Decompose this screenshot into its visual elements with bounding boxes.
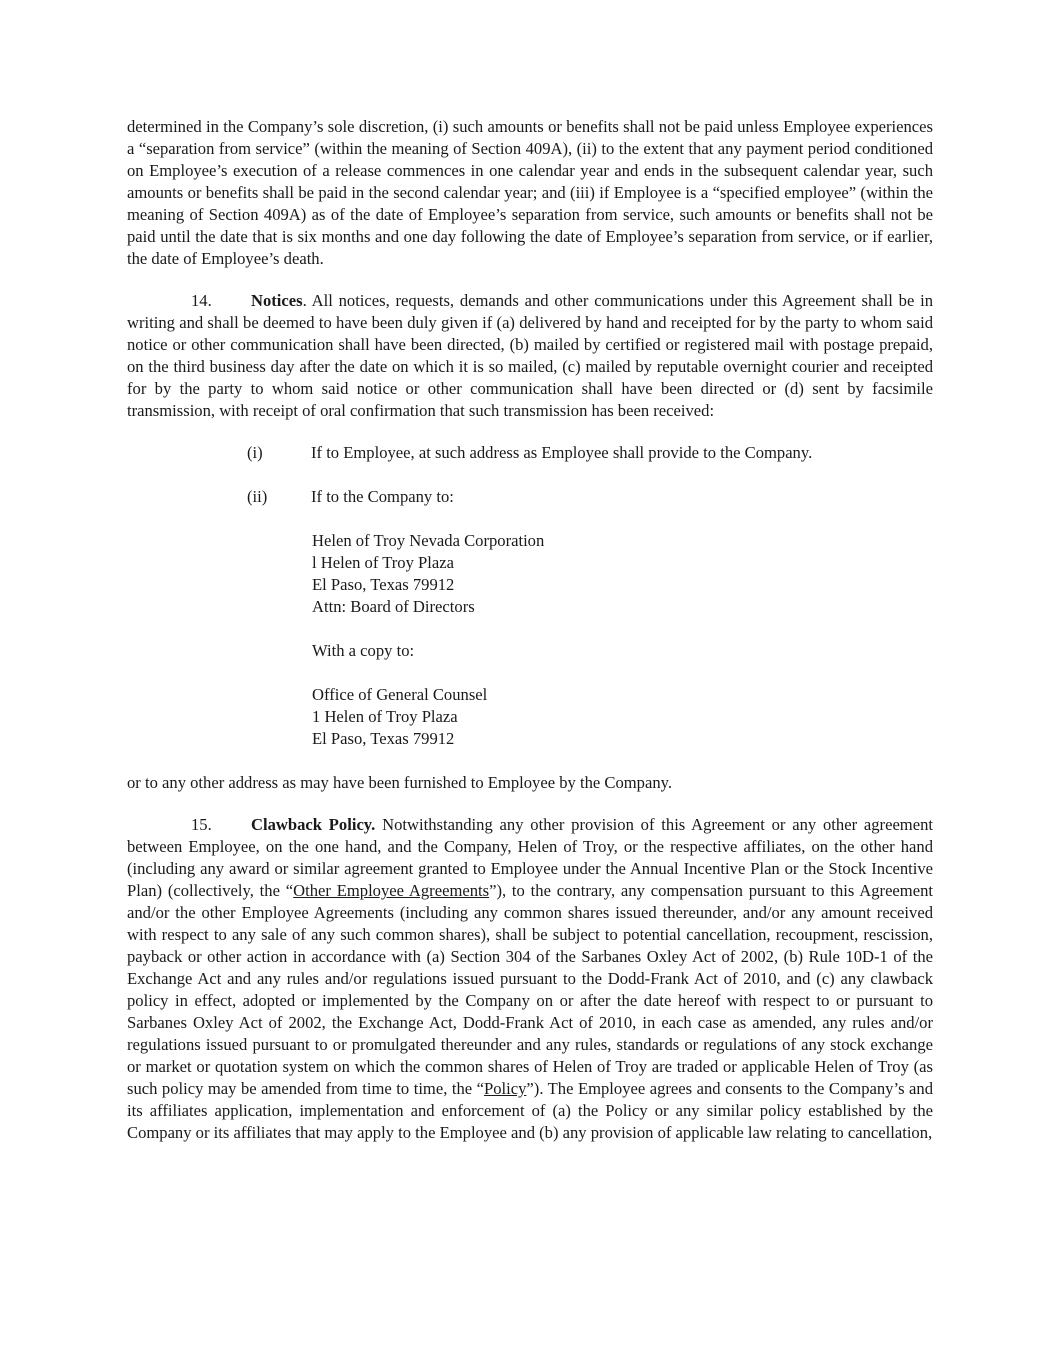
address-line: Attn: Board of Directors: [312, 597, 475, 616]
address-line: 1 Helen of Troy Plaza: [312, 707, 458, 726]
list-item-number: (i): [247, 443, 263, 462]
document-page: [127, 116, 933, 1144]
copy-address: [312, 684, 933, 750]
section-14-heading: Notices: [251, 291, 303, 310]
list-item: [127, 442, 933, 464]
trailing-sentence: or to any other address as may have been furnished to Employee by the Company.: [127, 773, 672, 792]
notice-recipient-list: [127, 442, 933, 508]
section-15-number: 15.: [191, 815, 212, 834]
address-line: El Paso, Texas 79912: [312, 729, 455, 748]
address-line: l Helen of Troy Plaza: [312, 553, 454, 572]
list-item-number: (ii): [247, 487, 268, 506]
defined-term-policy: Policy: [484, 1079, 527, 1098]
list-item: [127, 486, 933, 508]
section-14-paragraph: [127, 290, 933, 422]
section-15-body-part3: ”). The Employee agrees and consents to the Company’s and its affiliates application, implementation and enforcement of (a) the Policy or any similar policy established by the Company or its affiliates that may apply to the Employee and (b) any provision of applicable law relating to cancellation,: [127, 1079, 933, 1142]
address-line: Helen of Troy Nevada Corporation: [312, 531, 545, 550]
section-15-body-part1: Notwithstanding any other provision of this Agreement or any other agreement between Employee, on the one hand, and the Company, Helen of Troy, or the respective affiliates, on the other hand (including any award or similar agreement granted to Employee under the Annual Incentive Plan or the Stock Incentive Plan) (collectively, the “: [127, 815, 933, 900]
list-item-text: If to Employee, at such address as Employee shall provide to the Company.: [311, 443, 813, 462]
company-address: [312, 530, 933, 618]
copy-label: With a copy to:: [312, 641, 415, 660]
address-line: Office of General Counsel: [312, 685, 488, 704]
section-14-body: . All notices, requests, demands and other communications under this Agreement shall be in writing and shall be deemed to have been duly given if (a) delivered by hand and receipted for by the party to whom said notice or other communication shall have been directed, (b) mailed by certified or registered mail with postage prepaid, on the third business day after the date on which it is so mailed, (c) mailed by reputable overnight courier and receipted for by the party to whom said notice or other communication shall have been directed or (d) sent by facsimile transmission, with receipt of oral confirmation that such transmission has been received:: [127, 291, 933, 420]
continued-paragraph: determined in the Company’s sole discretion, (i) such amounts or benefits shall not be paid unless Employee experiences a “separation from service” (within the meaning of Section 409A), (ii) to the extent that any payment period conditioned on Employee’s execution of a release commences in one calendar year and ends in the subsequent calendar year, such amounts or benefits shall be paid in the second calendar year; and (iii) if Employee is a “specified employee” (within the meaning of Section 409A) as of the date of Employee’s separation from service, such amounts or benefits shall not be paid until the date that is six months and one day following the date of Employee’s separation from service, or if earlier, the date of Employee’s death.: [127, 117, 933, 268]
address-line: El Paso, Texas 79912: [312, 575, 455, 594]
list-item-text: If to the Company to:: [311, 487, 454, 506]
section-15-paragraph: [127, 814, 933, 1144]
section-15-body-part2: ”), to the contrary, any compensation pursuant to this Agreement and/or the other Employee Agreements (including any common shares issued thereunder, and/or any amount received with respect to any sale of any such common shares), shall be subject to potential cancellation, recoupment, rescission, payback or other action in accordance with (a) Section 304 of the Sarbanes Oxley Act of 2002, (b) Rule 10D-1 of the Exchange Act and any rules and/or regulations issued pursuant to the Dodd-Frank Act of 2010, and (c) any clawback policy in effect, adopted or implemented by the Company on or after the date hereof with respect to or pursuant to Sarbanes Oxley Act of 2002, the Exchange Act, Dodd-Frank Act of 2010, in each case as amended, any rules and/or regulations issued pursuant to or promulgated thereunder and any rules, standards or regulations of any stock exchange or market or quotation system on which the common shares of Helen of Troy are traded or applicable Helen of Troy (as such policy may be amended from time to time, the “: [127, 881, 933, 1098]
defined-term-other-employee-agreements: Other Employee Agreements: [293, 881, 490, 900]
section-14-number: 14.: [191, 291, 212, 310]
section-15-heading: Clawback Policy.: [251, 815, 376, 834]
